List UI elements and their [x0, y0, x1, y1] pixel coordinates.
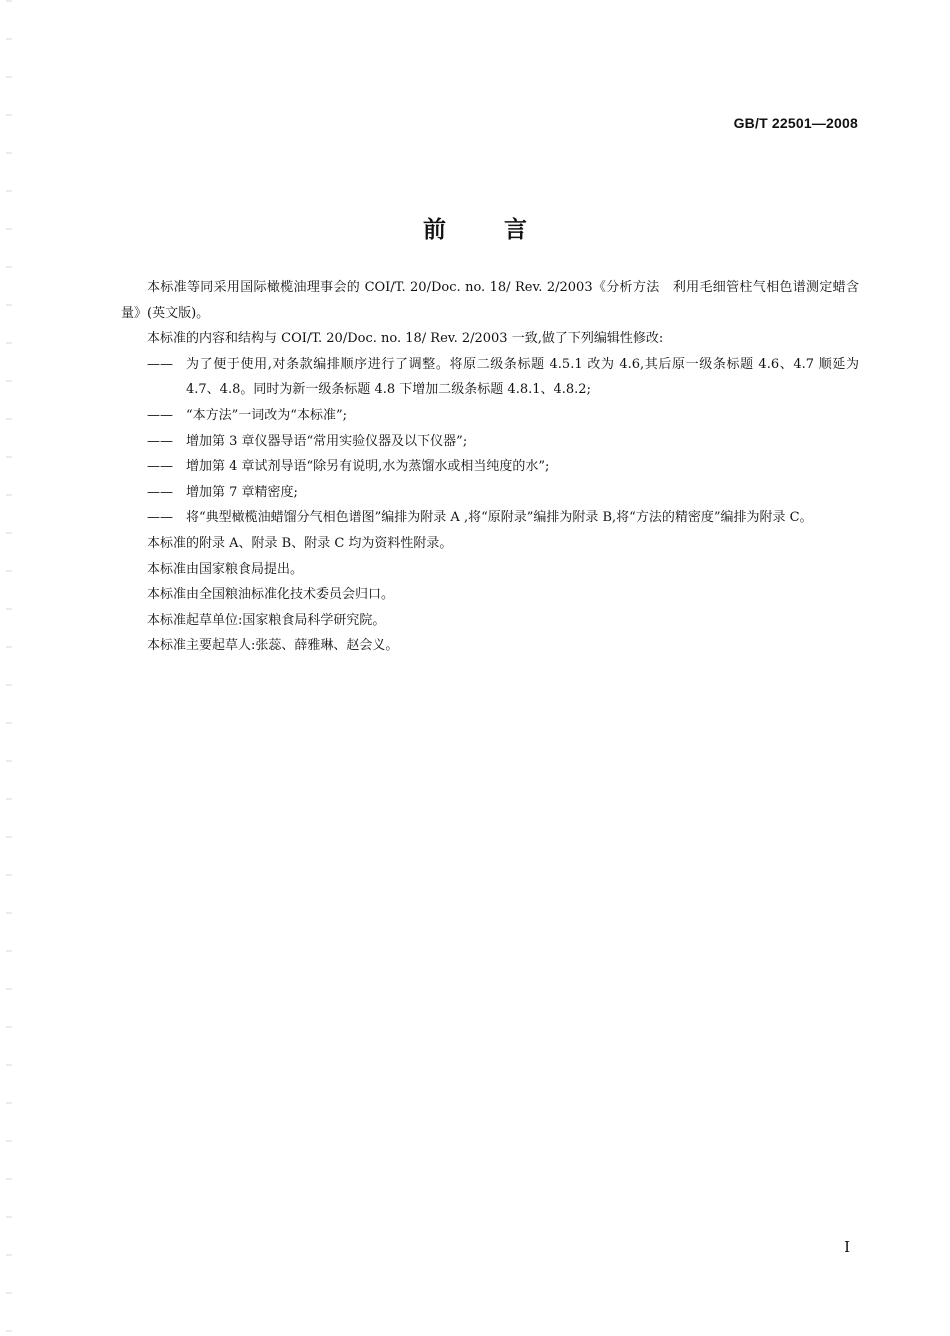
- paragraph-consistency: 本标准的内容和结构与 COI/T. 20/Doc. no. 18/ Rev. 2/2003 一致,做了下列编辑性修改:: [147, 331, 664, 347]
- list-item: [147, 505, 859, 531]
- paragraph-proposed-by: 本标准由国家粮食局提出。: [147, 561, 304, 577]
- list-dash: ——: [147, 510, 173, 526]
- list-dash: ——: [147, 484, 173, 500]
- page-number: I: [844, 1238, 850, 1256]
- scan-edge-marks: [6, 0, 12, 1336]
- foreword-body: [121, 275, 859, 659]
- paragraph-adoption: 本标准等同采用国际橄榄油理事会的 COI/T. 20/Doc. no. 18/ Rev. 2/2003《分析方法 利用毛细管柱气相色谱测定蜡含量》(英文版)。: [121, 280, 859, 321]
- paragraph-drafters: 本标准主要起草人:张蕊、薛雅琳、赵会义。: [147, 638, 399, 654]
- list-item: [147, 352, 859, 403]
- list-dash: ——: [147, 459, 173, 475]
- paragraph-annexes: 本标准的附录 A、附录 B、附录 C 均为资料性附录。: [147, 535, 453, 551]
- list-item: [147, 480, 859, 506]
- paragraph-centralized-by: 本标准由全国粮油标准化技术委员会归口。: [147, 587, 395, 603]
- list-dash: ——: [147, 433, 173, 449]
- list-item-text: 增加第 3 章仪器导语“常用实验仪器及以下仪器”;: [186, 433, 468, 449]
- paragraph-drafting-unit: 本标准起草单位:国家粮食局科学研究院。: [147, 612, 386, 628]
- page-title: 前言: [423, 217, 585, 244]
- list-item-text: 为了便于使用,对条款编排顺序进行了调整。将原二级条标题 4.5.1 改为 4.6,其后原一级条标题 4.6、4.7 顺延为 4.7、4.8。同时为新一级条标题 4.8 下增加二级条标题 4.8.1、4.8.2;: [186, 356, 859, 398]
- modification-list: [121, 352, 859, 531]
- list-item: [147, 429, 859, 455]
- list-item-text: 将“典型橄榄油蜡馏分气相色谱图”编排为附录 A ,将“原附录”编排为附录 B,将“方法的精密度”编排为附录 C。: [186, 510, 813, 526]
- list-item-text: “本方法”一词改为“本标准”;: [186, 407, 347, 423]
- list-dash: ——: [147, 356, 173, 372]
- list-item-text: 增加第 7 章精密度;: [186, 484, 298, 500]
- list-item: [147, 403, 859, 429]
- list-item: [147, 454, 859, 480]
- list-dash: ——: [147, 407, 173, 423]
- standard-number: GB/T 22501—2008: [733, 115, 858, 131]
- list-item-text: 增加第 4 章试剂导语“除另有说明,水为蒸馏水或相当纯度的水”;: [186, 459, 550, 475]
